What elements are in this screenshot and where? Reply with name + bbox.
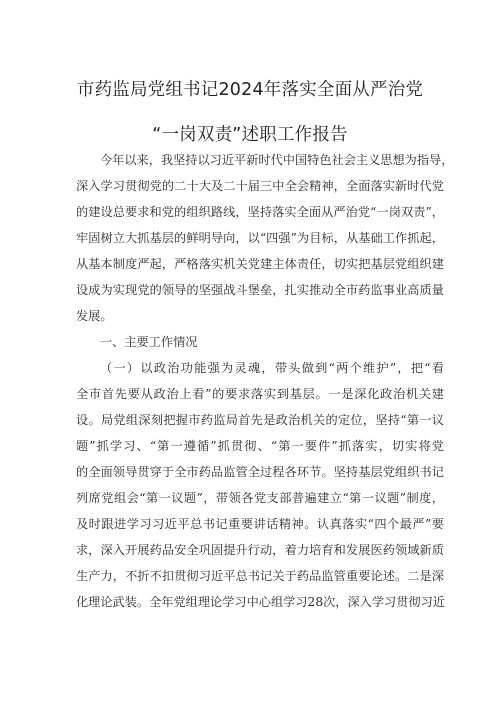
body-line: 深入学习贯彻党的二十大及二十届三中全会精神，全面落实新时代党 (76, 179, 444, 193)
body-line: 的全面领导贯穿于全市药品监管全过程各环节。坚持基层党组织书记 (76, 465, 444, 479)
body-line: 设。局党组深刻把握市药监局首先是政治机关的定位，坚持“第一议 (76, 413, 444, 427)
body-line: 发展。 (76, 309, 113, 323)
report-title-line-1: 市药监局党组书记2024年落实全面从严治党 (76, 80, 424, 100)
body-line: 化理论武装。全年党组理论学习中心组学习28次，深入学习贯彻习近 (76, 595, 445, 609)
body-line: （一）以政治功能强为灵魂，带头做到“两个维护”，把“看 (100, 361, 444, 375)
body-line: 及时跟进学习习近平总书记重要讲话精神。认真落实“四个最严”要 (76, 517, 444, 531)
body-line: 今年以来，我坚持以习近平新时代中国特色社会主义思想为指导， (100, 153, 454, 167)
body-line: 全市首先要从政治上看”的要求落实到基层。一是深化政治机关建 (76, 387, 444, 401)
section-heading: 一、主要工作情况 (100, 335, 198, 349)
body-line: 牢固树立大抓基层的鲜明导向，以“四强”为目标，从基础工作抓起， (76, 231, 444, 245)
body-line: 从基本制度严起，严格落实机关党建主体责任，切实把基层党组织建 (76, 257, 444, 271)
report-title-line-2: “一岗双责”述职工作报告 (152, 125, 348, 145)
body-line: 列席党组会“第一议题”，带领各党支部普遍建立“第一议题”制度， (76, 491, 444, 505)
body-line: 设成为实现党的领导的坚强战斗堡垒，扎实推动全市药监事业高质量 (76, 283, 444, 297)
body-line: 生产力，不折不扣贯彻习近平总书记关于药品监管重要论述。二是深 (76, 569, 444, 583)
body-line: 求，深入开展药品安全巩固提升行动，着力培育和发展医药领域新质 (76, 543, 444, 557)
body-line: 题”抓学习、“第一遵循”抓贯彻、“第一要件”抓落实，切实将党 (76, 439, 444, 453)
body-line: 的建设总要求和党的组织路线，坚持落实全面从严治党“一岗双责”， (76, 205, 444, 219)
